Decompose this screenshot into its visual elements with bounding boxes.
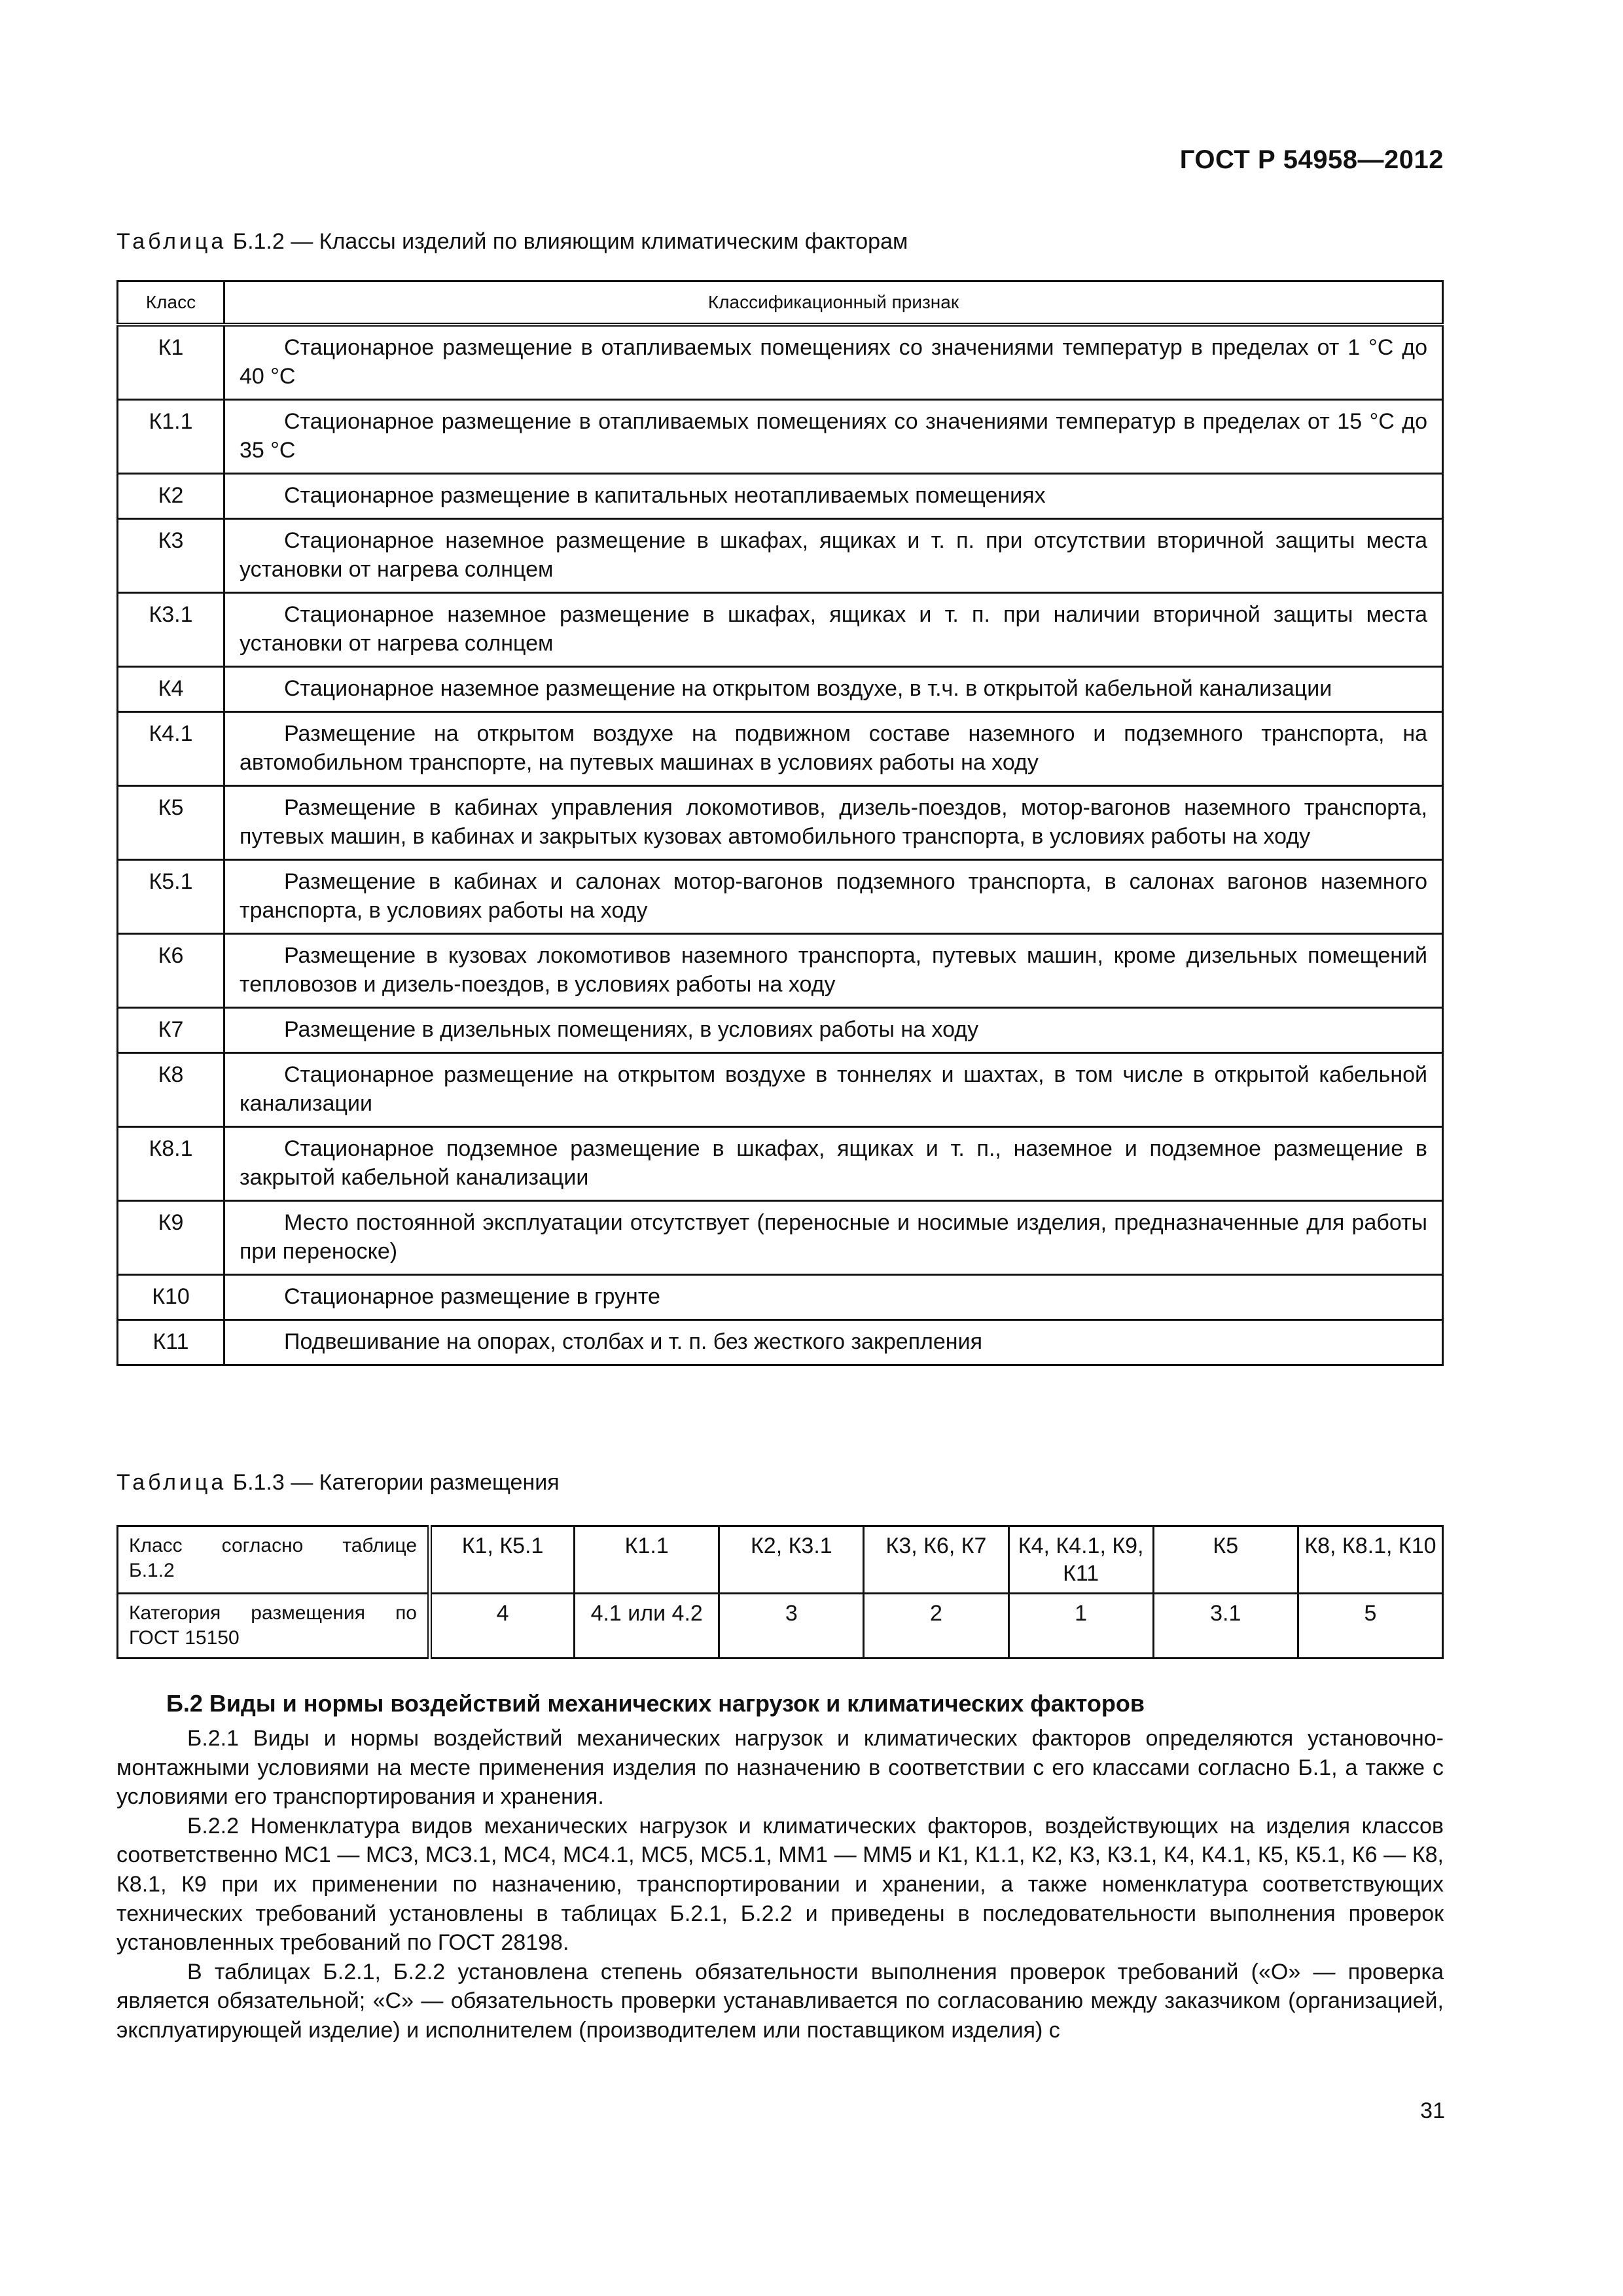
table-row-categories <box>118 1594 1443 1659</box>
table-row <box>118 1275 1443 1320</box>
feature-cell: Стационарное подземное размещение в шкафах, ящиках и т. п., наземное и подземное размещение в закрытой кабельной канализации <box>224 1127 1443 1201</box>
table-row <box>118 712 1443 786</box>
row-label-line: Б.1.2 <box>129 1560 175 1581</box>
class-group-cell: К1.1 <box>575 1526 719 1594</box>
feature-cell: Стационарное размещение в отапливаемых помещениях со значениями температур в пределах от 15 °С до 35 °С <box>224 400 1443 474</box>
table-row <box>118 1053 1443 1127</box>
feature-cell: Стационарное размещение в грунте <box>224 1275 1443 1320</box>
category-cell: 5 <box>1298 1594 1442 1659</box>
table-row <box>118 860 1443 934</box>
table-row <box>118 593 1443 667</box>
class-cell: К8.1 <box>118 1127 224 1201</box>
feature-cell: Стационарное размещение на открытом воздухе в тоннелях и шахтах, в том числе в открытой кабельной канализации <box>224 1053 1443 1127</box>
feature-cell: Стационарное наземное размещение в шкафах, ящиках и т. п. при отсутствии вторичной защиты места установки от нагрева солнцем <box>224 519 1443 593</box>
table-row <box>118 1127 1443 1201</box>
table-row <box>118 934 1443 1008</box>
feature-cell: Размещение в кабинах и салонах мотор-вагонов подземного транспорта, в салонах вагонов наземного транспорта, в условиях работы на ходу <box>224 860 1443 934</box>
feature-cell: Размещение на открытом воздухе на подвижном составе наземного и подземного транспорта, на автомобильном транспорте, на путевых машинах в условиях работы на ходу <box>224 712 1443 786</box>
class-cell: К2 <box>118 474 224 519</box>
class-cell: К5.1 <box>118 860 224 934</box>
paragraph: Б.2.1 Виды и нормы воздействий механических нагрузок и климатических факторов определяются установочно-монтажными условиями на месте применения изделия по назначению в соответствии с его классами согласно Б.1, а также с условиями его транспортирования и хранения. <box>116 1726 1444 1810</box>
row-label-category <box>118 1594 430 1659</box>
row-label-class <box>118 1526 430 1594</box>
table-row-classes <box>118 1526 1443 1594</box>
class-group-cell: К4, К4.1, К9, К11 <box>1008 1526 1153 1594</box>
caption-text: Б.1.2 — Классы изделий по влияющим климатическим факторам <box>232 229 908 254</box>
category-cell: 3.1 <box>1153 1594 1298 1659</box>
category-cell: 4.1 или 4.2 <box>575 1594 719 1659</box>
table-row <box>118 786 1443 860</box>
table-row <box>118 400 1443 474</box>
category-cell: 2 <box>864 1594 1008 1659</box>
feature-cell: Размещение в кузовах локомотивов наземного транспорта, путевых машин, кроме дизельных помещений тепловозов и дизель-поездов, в условиях работы на ходу <box>224 934 1443 1008</box>
class-cell: К11 <box>118 1320 224 1365</box>
class-cell: К1.1 <box>118 400 224 474</box>
paragraph: В таблицах Б.2.1, Б.2.2 установлена степень обязательности выполнения проверок требований («О» — проверка является обязательной; «С» — обязательность проверки устанавливается по согласованию между заказчиком (организацией, эксплуатирующей изделие) и исполнителем (производителем или поставщиком изделия) с <box>116 1959 1444 2043</box>
class-cell: К3 <box>118 519 224 593</box>
category-cell: 4 <box>430 1594 575 1659</box>
table-row <box>118 474 1443 519</box>
class-cell: К4 <box>118 667 224 712</box>
class-cell: К6 <box>118 934 224 1008</box>
placement-categories-table <box>116 1525 1444 1659</box>
category-cell: 3 <box>719 1594 864 1659</box>
class-cell: К1 <box>118 325 224 400</box>
table-b12-caption <box>116 229 908 255</box>
feature-cell: Стационарное наземное размещение в шкафах, ящиках и т. п. при наличии вторичной защиты места установки от нагрева солнцем <box>224 593 1443 667</box>
column-header-class: Класс <box>118 281 224 325</box>
class-group-cell: К5 <box>1153 1526 1298 1594</box>
category-cell: 1 <box>1008 1594 1153 1659</box>
section-body <box>116 1724 1444 2045</box>
class-cell: К8 <box>118 1053 224 1127</box>
row-label-line: ГОСТ 15150 <box>129 1627 240 1649</box>
row-label-line: Класс согласно таблице <box>129 1535 417 1556</box>
caption-text: Б.1.3 — Категории размещения <box>232 1470 560 1495</box>
class-cell: К10 <box>118 1275 224 1320</box>
climate-classes-table <box>116 280 1444 1366</box>
feature-cell: Подвешивание на опорах, столбах и т. п. без жесткого закрепления <box>224 1320 1443 1365</box>
table-row <box>118 1320 1443 1365</box>
class-group-cell: К3, К6, К7 <box>864 1526 1008 1594</box>
feature-cell: Стационарное размещение в капитальных неотапливаемых помещениях <box>224 474 1443 519</box>
class-cell: К4.1 <box>118 712 224 786</box>
feature-cell: Место постоянной эксплуатации отсутствует (переносные и носимые изделия, предназначенные для работы при переноске) <box>224 1201 1443 1275</box>
table-header-row <box>118 281 1443 325</box>
document-id: ГОСТ Р 54958—2012 <box>1179 145 1444 174</box>
class-cell: К5 <box>118 786 224 860</box>
feature-cell: Стационарное размещение в отапливаемых помещениях со значениями температур в пределах от 1 °С до 40 °С <box>224 325 1443 400</box>
caption-label: Таблица <box>116 229 227 254</box>
table-row <box>118 1201 1443 1275</box>
table-row <box>118 1008 1443 1053</box>
table-row <box>118 667 1443 712</box>
table-b13-caption <box>116 1470 560 1496</box>
class-group-cell: К8, К8.1, К10 <box>1298 1526 1442 1594</box>
class-cell: К7 <box>118 1008 224 1053</box>
feature-cell: Стационарное наземное размещение на открытом воздухе, в т.ч. в открытой кабельной канализации <box>224 667 1443 712</box>
class-cell: К3.1 <box>118 593 224 667</box>
paragraph: Б.2.2 Номенклатура видов механических нагрузок и климатических факторов, воздействующих на изделия классов соответственно МС1 — МС3, МС3.1, МС4, МС4.1, МС5, МС5.1, ММ1 — ММ5 и К1, К1.1, К2, К3, К3.1, К4, К4.1, К5, К5.1, К6 — К8, К8.1, К9 при их применении по назначению, транспортировании и хранении, а также номенклатура соответствующих технических требований установлены в таблицах Б.2.1, Б.2.2 и приведены в последовательности выполнения проверок установленных требований по ГОСТ 28198. <box>116 1813 1444 1956</box>
table-row <box>118 519 1443 593</box>
column-header-feature: Классификационный признак <box>224 281 1443 325</box>
table-row <box>118 325 1443 400</box>
class-group-cell: К1, К5.1 <box>430 1526 575 1594</box>
caption-label: Таблица <box>116 1470 227 1495</box>
row-label-line: Категория размещения по <box>129 1602 417 1624</box>
page-number: 31 <box>1420 2098 1445 2123</box>
feature-cell: Размещение в кабинах управления локомотивов, дизель-поездов, мотор-вагонов наземного транспорта, путевых машин, в кабинах и закрытых кузовах автомобильного транспорта, в условиях работы на ходу <box>224 786 1443 860</box>
section-title: Б.2 Виды и нормы воздействий механических нагрузок и климатических факторов <box>166 1690 1145 1717</box>
class-group-cell: К2, К3.1 <box>719 1526 864 1594</box>
class-cell: К9 <box>118 1201 224 1275</box>
feature-cell: Размещение в дизельных помещениях, в условиях работы на ходу <box>224 1008 1443 1053</box>
